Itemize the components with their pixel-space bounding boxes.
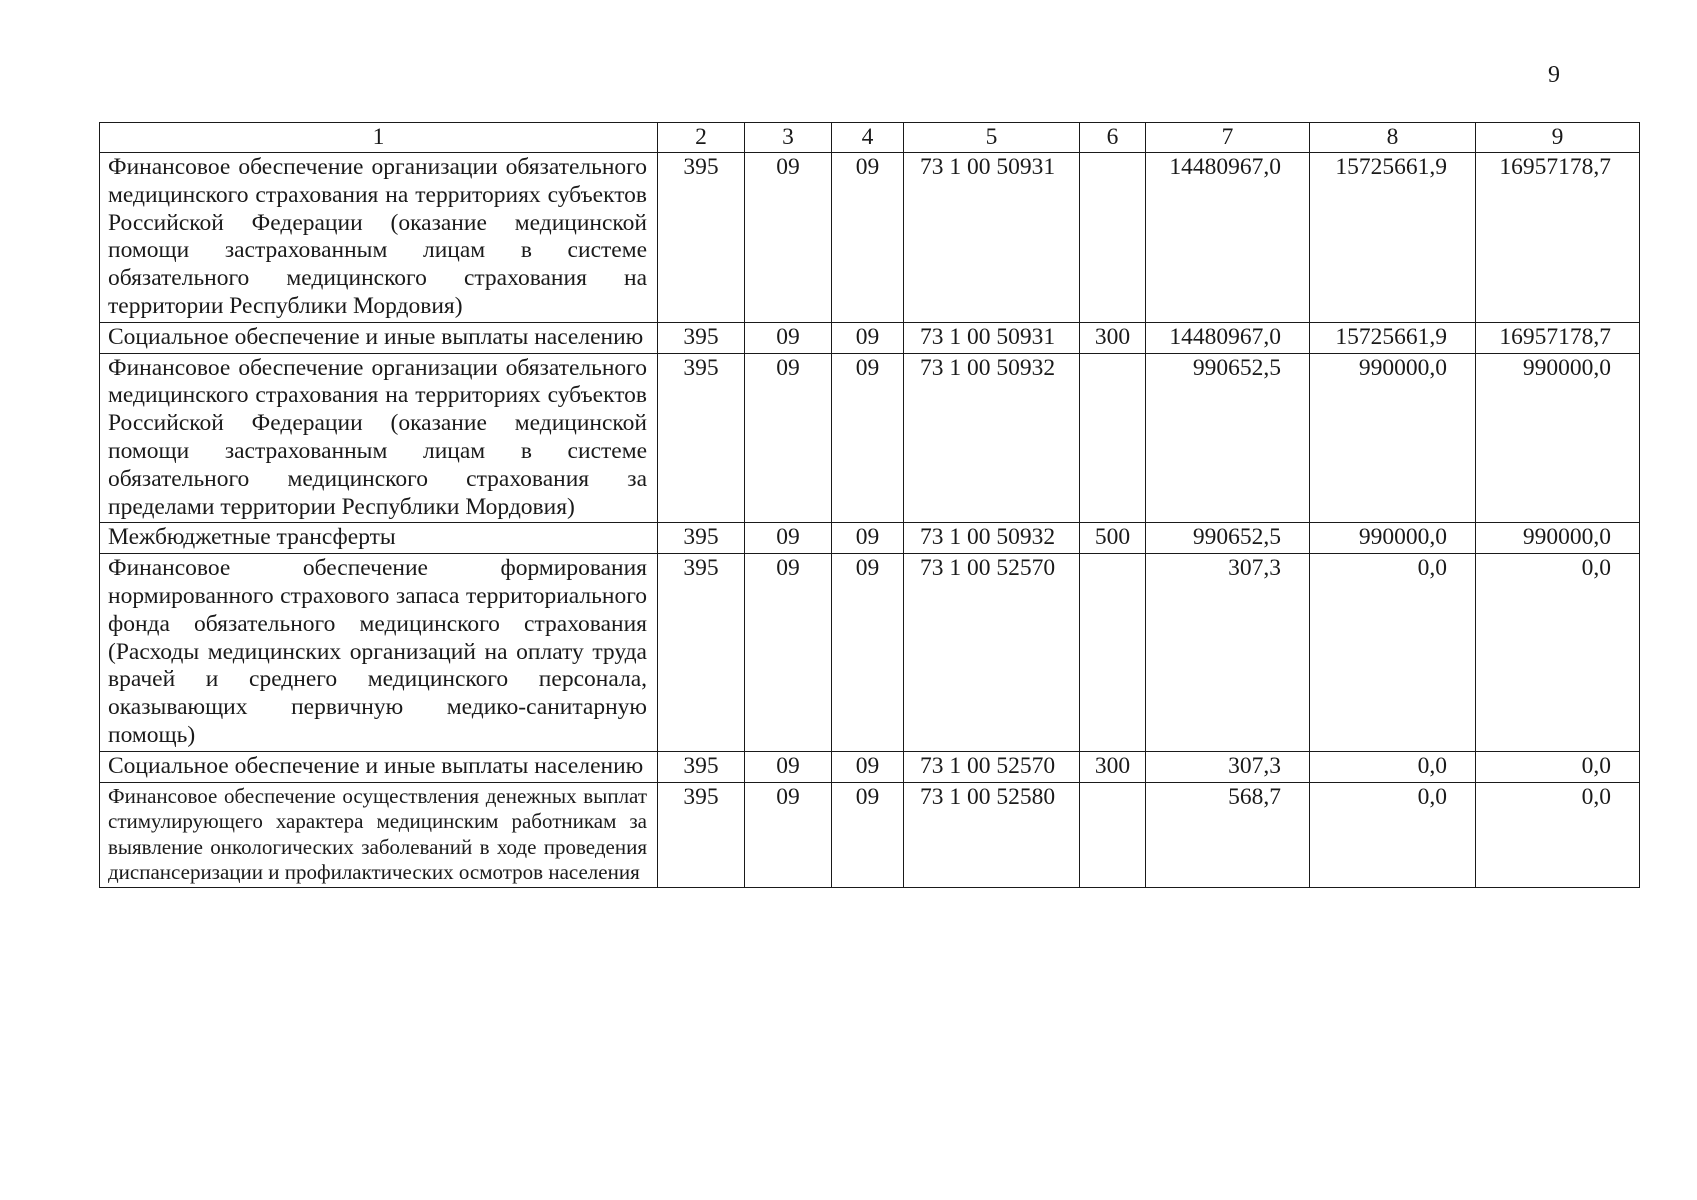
col-header-6: 6: [1080, 123, 1146, 153]
amount-col-7: 14480967,0: [1146, 153, 1310, 323]
amount-col-9: 990000,0: [1476, 353, 1640, 523]
amount-col-8: 990000,0: [1310, 523, 1476, 554]
table-row: [100, 751, 1640, 782]
expense-type-code: 500: [1080, 523, 1146, 554]
col-header-7: 7: [1146, 123, 1310, 153]
budget-table: [99, 122, 1640, 888]
table-row: [100, 153, 1640, 323]
col-header-1: 1: [100, 123, 658, 153]
col-header-8: 8: [1310, 123, 1476, 153]
table-row: [100, 554, 1640, 752]
amount-col-7: 990652,5: [1146, 523, 1310, 554]
amount-col-7: 568,7: [1146, 782, 1310, 887]
section-code: 09: [745, 353, 832, 523]
amount-col-9: 0,0: [1476, 751, 1640, 782]
expense-type-code: 300: [1080, 751, 1146, 782]
amount-col-8: 0,0: [1310, 554, 1476, 752]
section-code: 09: [745, 523, 832, 554]
amount-col-9: 16957178,7: [1476, 322, 1640, 353]
amount-col-8: 15725661,9: [1310, 322, 1476, 353]
section-code: 09: [745, 153, 832, 323]
target-article-code: 73 1 00 52580: [904, 782, 1080, 887]
subsection-code: 09: [832, 751, 904, 782]
amount-col-8: 15725661,9: [1310, 153, 1476, 323]
row-description: Социальное обеспечение и иные выплаты населению: [100, 751, 658, 782]
expense-type-code: [1080, 554, 1146, 752]
row-description: Финансовое обеспечение организации обязательного медицинского страхования на территориях субъектов Российской Федерации (оказание медицинской помощи застрахованным лицам в системе обязательного медицинского страхования на территории Республики Мордовия): [100, 153, 658, 323]
amount-col-9: 0,0: [1476, 782, 1640, 887]
table-row: [100, 353, 1640, 523]
col-header-5: 5: [904, 123, 1080, 153]
amount-col-9: 0,0: [1476, 554, 1640, 752]
table-row: [100, 322, 1640, 353]
subsection-code: 09: [832, 353, 904, 523]
col-header-3: 3: [745, 123, 832, 153]
amount-col-7: 307,3: [1146, 554, 1310, 752]
table-row: [100, 523, 1640, 554]
col-header-9: 9: [1476, 123, 1640, 153]
chapter-code: 395: [658, 782, 745, 887]
subsection-code: 09: [832, 523, 904, 554]
section-code: 09: [745, 554, 832, 752]
subsection-code: 09: [832, 782, 904, 887]
expense-type-code: [1080, 782, 1146, 887]
section-code: 09: [745, 322, 832, 353]
chapter-code: 395: [658, 554, 745, 752]
section-code: 09: [745, 782, 832, 887]
section-code: 09: [745, 751, 832, 782]
row-description: Финансовое обеспечение организации обязательного медицинского страхования на территориях субъектов Российской Федерации (оказание медицинской помощи застрахованным лицам в системе обязательного медицинского страхования за пределами территории Республики Мордовия): [100, 353, 658, 523]
target-article-code: 73 1 00 50931: [904, 153, 1080, 323]
header-row: [100, 123, 1640, 153]
expense-type-code: 300: [1080, 322, 1146, 353]
amount-col-9: 16957178,7: [1476, 153, 1640, 323]
target-article-code: 73 1 00 50932: [904, 353, 1080, 523]
subsection-code: 09: [832, 554, 904, 752]
amount-col-8: 990000,0: [1310, 353, 1476, 523]
chapter-code: 395: [658, 153, 745, 323]
row-description: Социальное обеспечение и иные выплаты населению: [100, 322, 658, 353]
row-description: Финансовое обеспечение осуществления денежных выплат стимулирующего характера медицинским работникам за выявление онкологических заболеваний в ходе проведения диспансеризации и профилактических осмотров населения: [100, 782, 658, 887]
target-article-code: 73 1 00 50932: [904, 523, 1080, 554]
target-article-code: 73 1 00 52570: [904, 554, 1080, 752]
chapter-code: 395: [658, 353, 745, 523]
expense-type-code: [1080, 153, 1146, 323]
page-number: 9: [1548, 62, 1560, 88]
amount-col-8: 0,0: [1310, 782, 1476, 887]
col-header-4: 4: [832, 123, 904, 153]
row-description: Межбюджетные трансферты: [100, 523, 658, 554]
row-description: Финансовое обеспечение формирования нормированного страхового запаса территориального фонда обязательного медицинского страхования (Расходы медицинских организаций на оплату труда врачей и среднего медицинского персонала, оказывающих первичную медико-санитарную помощь): [100, 554, 658, 752]
subsection-code: 09: [832, 153, 904, 323]
expense-type-code: [1080, 353, 1146, 523]
amount-col-9: 990000,0: [1476, 523, 1640, 554]
col-header-2: 2: [658, 123, 745, 153]
chapter-code: 395: [658, 751, 745, 782]
target-article-code: 73 1 00 52570: [904, 751, 1080, 782]
amount-col-7: 990652,5: [1146, 353, 1310, 523]
chapter-code: 395: [658, 523, 745, 554]
chapter-code: 395: [658, 322, 745, 353]
target-article-code: 73 1 00 50931: [904, 322, 1080, 353]
amount-col-8: 0,0: [1310, 751, 1476, 782]
amount-col-7: 307,3: [1146, 751, 1310, 782]
subsection-code: 09: [832, 322, 904, 353]
table-row: [100, 782, 1640, 887]
amount-col-7: 14480967,0: [1146, 322, 1310, 353]
